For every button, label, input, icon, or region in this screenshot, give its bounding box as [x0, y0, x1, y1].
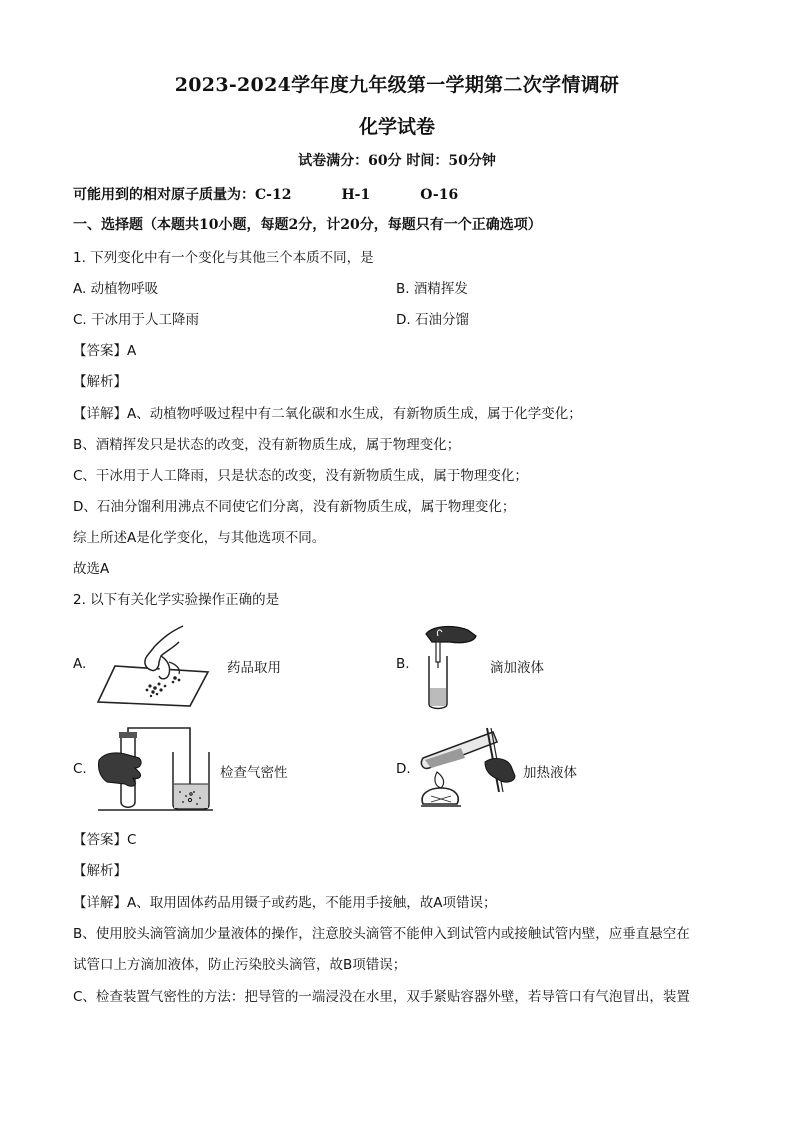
atomic-mass-label: 可能用到的相对原子质量为： [73, 187, 255, 203]
q2-option-d-label: 加热液体 [523, 765, 577, 781]
section-heading: 一、选择题（本题共10小题，每题2分，计20分，每题只有一个正确选项） [73, 217, 542, 233]
q1-option-c: C. 干冰用于人工降雨 [73, 312, 200, 328]
q1-option-d: D. 石油分馏 [396, 312, 469, 328]
q2-analysis: 【解析】 [73, 863, 127, 879]
atomic-mass-o: O-16 [420, 187, 459, 203]
q1-detail-line: D、石油分馏利用沸点不同使它们分离，没有新物质生成，属于物理变化； [73, 499, 516, 515]
atomic-mass-line [73, 184, 458, 204]
q2-option-c-letter: C. [73, 761, 87, 777]
atomic-mass-c: C-12 [255, 187, 292, 203]
exam-meta: 试卷满分：60分 时间：50分钟 [298, 153, 496, 169]
q2-answer: 【答案】C [73, 832, 137, 848]
q1-detail-line: 综上所述A是化学变化，与其他选项不同。 [73, 530, 326, 546]
q1-detail-line: C、干冰用于人工降雨，只是状态的改变，没有新物质生成，属于物理变化； [73, 468, 528, 484]
q2-option-b-label: 滴加液体 [490, 660, 544, 676]
q1-detail-line: 【详解】A、动植物呼吸过程中有二氧化碳和水生成，有新物质生成，属于化学变化； [73, 406, 582, 422]
q1-stem: 1. 下列变化中有一个变化与其他三个本质不同，是 [73, 250, 374, 266]
q2-option-b-letter: B. [396, 656, 410, 672]
q1-answer: 【答案】A [73, 343, 137, 359]
q1-option-b: B. 酒精挥发 [396, 281, 468, 297]
figure-c-airtightness-check [95, 722, 215, 812]
figure-d-heating-liquid [415, 722, 525, 812]
q2-option-c-label: 检查气密性 [220, 765, 288, 781]
q2-detail-line: 【详解】A、取用固体药品用镊子或药匙，不能用手接触，故A项错误； [73, 895, 497, 911]
atomic-mass-h: H-1 [341, 187, 371, 203]
q1-analysis: 【解析】 [73, 374, 127, 390]
q2-option-d-letter: D. [396, 761, 411, 777]
figure-b-dropping-liquid [418, 622, 480, 712]
subject-title: 化学试卷 [358, 116, 435, 138]
q2-option-a-label: 药品取用 [227, 660, 281, 676]
figure-a-hand-taking-chemical [95, 622, 215, 710]
q2-stem: 2. 以下有关化学实验操作正确的是 [73, 592, 280, 608]
q1-detail-line: 故选A [73, 561, 110, 577]
q2-detail-line: B、使用胶头滴管滴加少量液体的操作，注意胶头滴管不能伸入到试管内或接触试管内壁，应垂直悬空在 [73, 926, 690, 942]
q1-option-a: A. 动植物呼吸 [73, 281, 159, 297]
exam-title: 2023-2024学年度九年级第一学期第二次学情调研 [174, 74, 620, 96]
q1-detail-line: B、酒精挥发只是状态的改变，没有新物质生成，属于物理变化； [73, 437, 461, 453]
q2-detail-line: 试管口上方滴加液体，防止污染胶头滴管，故B项错误； [73, 957, 407, 973]
q2-detail-line: C、检查装置气密性的方法：把导管的一端浸没在水里，双手紧贴容器外壁，若导管口有气泡冒出，装置 [73, 989, 690, 1005]
q2-option-a-letter: A. [73, 656, 87, 672]
